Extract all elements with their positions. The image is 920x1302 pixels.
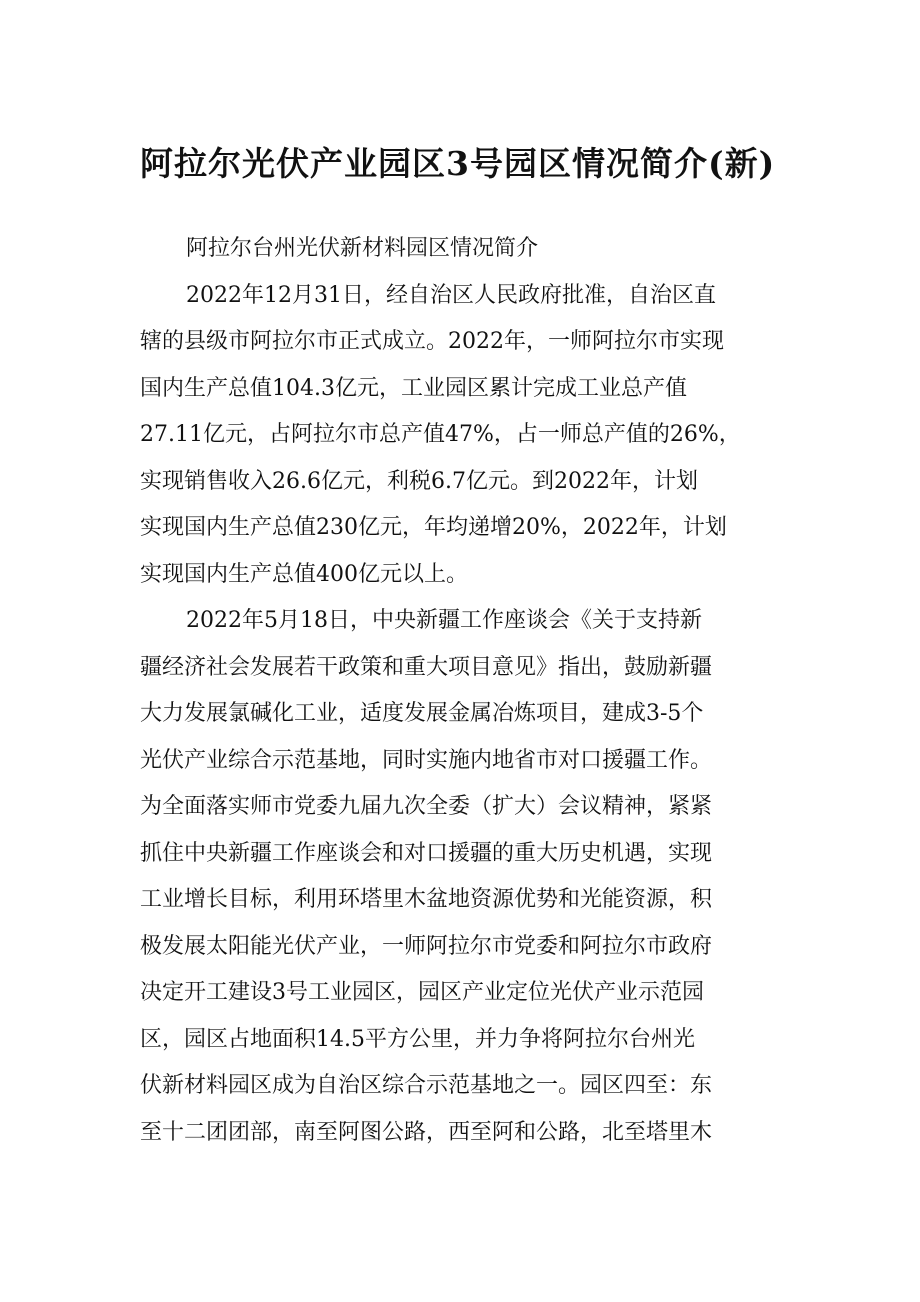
paragraph-2-line: 光伏产业综合示范基地，同时实施内地省市对口援疆工作。 xyxy=(140,747,713,773)
paragraph-2-line: 决定开工建设3号工业园区，园区产业定位光伏产业示范园 xyxy=(140,980,704,1005)
paragraph-2-line: 工业增长目标，利用环塔里木盆地资源优势和光能资源，积 xyxy=(140,887,713,912)
paragraph-2-line: 抓住中央新疆工作座谈会和对口援疆的重大历史机遇，实现 xyxy=(140,840,713,866)
paragraph-1-line: 国内生产总值104.3亿元，工业园区累计完成工业总产值 xyxy=(140,375,687,401)
paragraph-2-line: 区，园区占地面积14.5平方公里，并力争将阿拉尔台州光 xyxy=(140,1026,695,1052)
paragraph-1-line: 实现销售收入26.6亿元，利税6.7亿元。到2022年，计划 xyxy=(140,468,698,494)
subtitle-line: 阿拉尔台州光伏新材料园区情况简介 xyxy=(186,236,539,261)
paragraph-2-line: 疆经济社会发展若干政策和重大项目意见》指出，鼓励新疆 xyxy=(140,654,713,680)
paragraph-2-line: 极发展太阳能光伏产业，一师阿拉尔市党委和阿拉尔市政府 xyxy=(140,933,713,959)
paragraph-2-line: 至十二团团部，南至阿图公路，西至阿和公路，北至塔里木 xyxy=(140,1119,713,1145)
paragraph-1-line: 27.11亿元，占阿拉尔市总产值47%，占一师总产值的26%， xyxy=(140,422,741,447)
paragraph-1-line: 辖的县级市阿拉尔市正式成立。2022年，一师阿拉尔市实现 xyxy=(140,329,724,354)
paragraph-1-line: 2022年12月31日，经自治区人民政府批准，自治区直 xyxy=(186,282,716,308)
paragraph-1-line: 实现国内生产总值400亿元以上。 xyxy=(140,561,468,587)
document-body xyxy=(140,226,796,1156)
paragraph-2-line: 2022年5月18日，中央新疆工作座谈会《关于支持新 xyxy=(186,608,702,633)
paragraph-2-line: 为全面落实师市党委九届九次全委（扩大）会议精神，紧紧 xyxy=(140,794,713,819)
paragraph-2-line: 大力发展氯碱化工业，适度发展金属冶炼项目，建成3-5个 xyxy=(140,701,704,726)
document-title: 阿拉尔光伏产业园区3号园区情况简介(新) xyxy=(140,144,776,183)
paragraph-1-line: 实现国内生产总值230亿元，年均递增20%，2022年，计划 xyxy=(140,515,727,540)
paragraph-2-line: 伏新材料园区成为自治区综合示范基地之一。园区四至：东 xyxy=(140,1073,713,1098)
